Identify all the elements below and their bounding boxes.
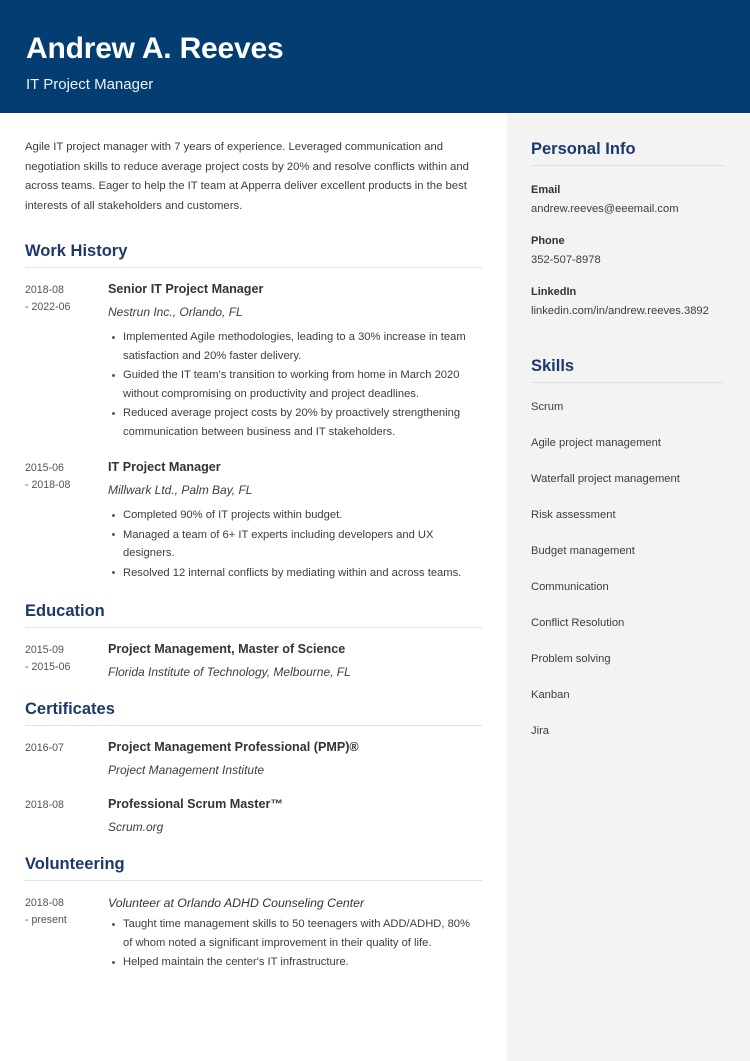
list-item: Scrum	[531, 401, 564, 413]
list-item: Resolved 12 internal conflicts by mediating within and across teams.	[123, 564, 482, 583]
sidebar-heading-skills: Skills	[531, 357, 575, 375]
work-entry-company: Millwark Ltd., Palm Bay, FL	[108, 483, 253, 497]
date-start: 2018-08	[25, 897, 64, 909]
date-end: - 2022-06	[25, 301, 71, 313]
list-item: Guided the IT team's transition to working from home in March 2020 without compromising on productivity and project deadlines.	[123, 366, 482, 403]
list-item: Risk assessment	[531, 509, 616, 521]
section-divider	[25, 880, 482, 881]
date-start: 2016-07	[25, 742, 64, 754]
sidebar	[507, 113, 750, 1061]
skills-list	[524, 399, 724, 739]
work-entry-title: IT Project Manager	[108, 460, 221, 474]
section-divider	[25, 267, 482, 268]
field-label: Email	[531, 184, 561, 196]
field-value[interactable]: andrew.reeves@eeemail.com	[531, 203, 679, 215]
date-end: - present	[25, 914, 67, 926]
work-entry-bullets	[108, 328, 482, 441]
certificate-entry-issuer: Scrum.org	[108, 820, 164, 834]
volunteering-entry	[25, 894, 482, 973]
sidebar-divider	[531, 382, 724, 383]
resume-header	[0, 0, 750, 113]
work-entry	[25, 281, 482, 442]
sidebar-heading-personal-info: Personal Info	[531, 140, 636, 158]
list-item: Taught time management skills to 50 teenagers with ADD/ADHD, 80% of whom noted a significant improvement in their quality of life.	[123, 915, 482, 952]
certificate-entry-title: Project Management Professional (PMP)®	[108, 740, 359, 754]
list-item: Budget management	[531, 545, 635, 557]
candidate-job-title: IT Project Manager	[26, 76, 154, 93]
list-item: Jira	[531, 725, 550, 737]
section-divider	[25, 627, 482, 628]
education-entry-school: Florida Institute of Technology, Melbourne, FL	[108, 665, 351, 679]
work-entry-company: Nestrun Inc., Orlando, FL	[108, 305, 243, 319]
list-item: Completed 90% of IT projects within budget.	[123, 506, 482, 525]
certificate-entry-dates	[25, 739, 108, 779]
certificate-entry-dates	[25, 796, 108, 836]
date-start: 2018-08	[25, 284, 64, 296]
certificate-entry-body	[108, 739, 482, 779]
date-end: - 2018-08	[25, 479, 71, 491]
professional-summary: Agile IT project manager with 7 years of experience. Leveraged communication and negotiation skills to reduce average project costs by 20% and resolve conflicts within and across teams. Eager to help the IT team at Apperra deliver excellent products in the best interests of all stakeholders and customers.	[25, 141, 469, 212]
list-item: Problem solving	[531, 653, 611, 665]
education-entry-dates	[25, 641, 108, 681]
work-entry-body	[108, 459, 482, 583]
section-heading-volunteering: Volunteering	[25, 855, 125, 873]
certificate-entry-issuer: Project Management Institute	[108, 763, 265, 777]
section-volunteering	[25, 853, 482, 973]
main-column	[0, 113, 507, 1061]
list-item: Conflict Resolution	[531, 617, 625, 629]
field-label: LinkedIn	[531, 286, 577, 298]
work-entry-bullets	[108, 506, 482, 582]
personal-info-email	[524, 182, 724, 217]
work-entry-title: Senior IT Project Manager	[108, 282, 264, 296]
section-heading-certificates: Certificates	[25, 700, 115, 718]
volunteering-entry-dates	[25, 894, 108, 973]
work-entry-body	[108, 281, 482, 442]
list-item: Helped maintain the center's IT infrastructure.	[123, 953, 482, 972]
section-divider	[25, 725, 482, 726]
education-entry	[25, 641, 482, 681]
field-value[interactable]: linkedin.com/in/andrew.reeves.3892	[531, 305, 709, 317]
date-start: 2018-08	[25, 799, 64, 811]
section-education	[25, 600, 482, 681]
date-start: 2015-06	[25, 462, 64, 474]
sidebar-divider	[531, 165, 724, 166]
work-entry-dates	[25, 459, 108, 583]
section-heading-education: Education	[25, 602, 105, 620]
education-entry-degree: Project Management, Master of Science	[108, 642, 346, 656]
list-item: Communication	[531, 581, 609, 593]
work-entry	[25, 459, 482, 583]
list-item: Kanban	[531, 689, 570, 701]
candidate-name: Andrew A. Reeves	[26, 32, 284, 65]
certificate-entry	[25, 739, 482, 779]
volunteering-entry-body	[108, 894, 482, 973]
section-work-history	[25, 240, 482, 583]
volunteering-entry-role: Volunteer at Orlando ADHD Counseling Center	[108, 896, 365, 910]
list-item: Waterfall project management	[531, 473, 680, 485]
education-entry-body	[108, 641, 482, 681]
certificate-entry-title: Professional Scrum Master™	[108, 797, 283, 811]
list-item: Agile project management	[531, 437, 661, 449]
field-value[interactable]: 352-507-8978	[531, 254, 601, 266]
list-item: Managed a team of 6+ IT experts including developers and UX designers.	[123, 526, 482, 563]
personal-info-linkedin	[524, 284, 724, 319]
date-end: - 2015-06	[25, 661, 71, 673]
section-heading-work-history: Work History	[25, 242, 128, 260]
spacer	[524, 335, 724, 355]
certificate-entry-body	[108, 796, 482, 836]
personal-info-phone	[524, 233, 724, 268]
date-start: 2015-09	[25, 644, 64, 656]
volunteering-entry-bullets	[108, 915, 482, 972]
certificate-entry	[25, 796, 482, 836]
work-entry-dates	[25, 281, 108, 442]
field-label: Phone	[531, 235, 565, 247]
list-item: Implemented Agile methodologies, leading to a 30% increase in team satisfaction and 20% faster delivery.	[123, 328, 482, 365]
list-item: Reduced average project costs by 20% by proactively strengthening communication between business and IT stakeholders.	[123, 404, 482, 441]
section-certificates	[25, 698, 482, 836]
